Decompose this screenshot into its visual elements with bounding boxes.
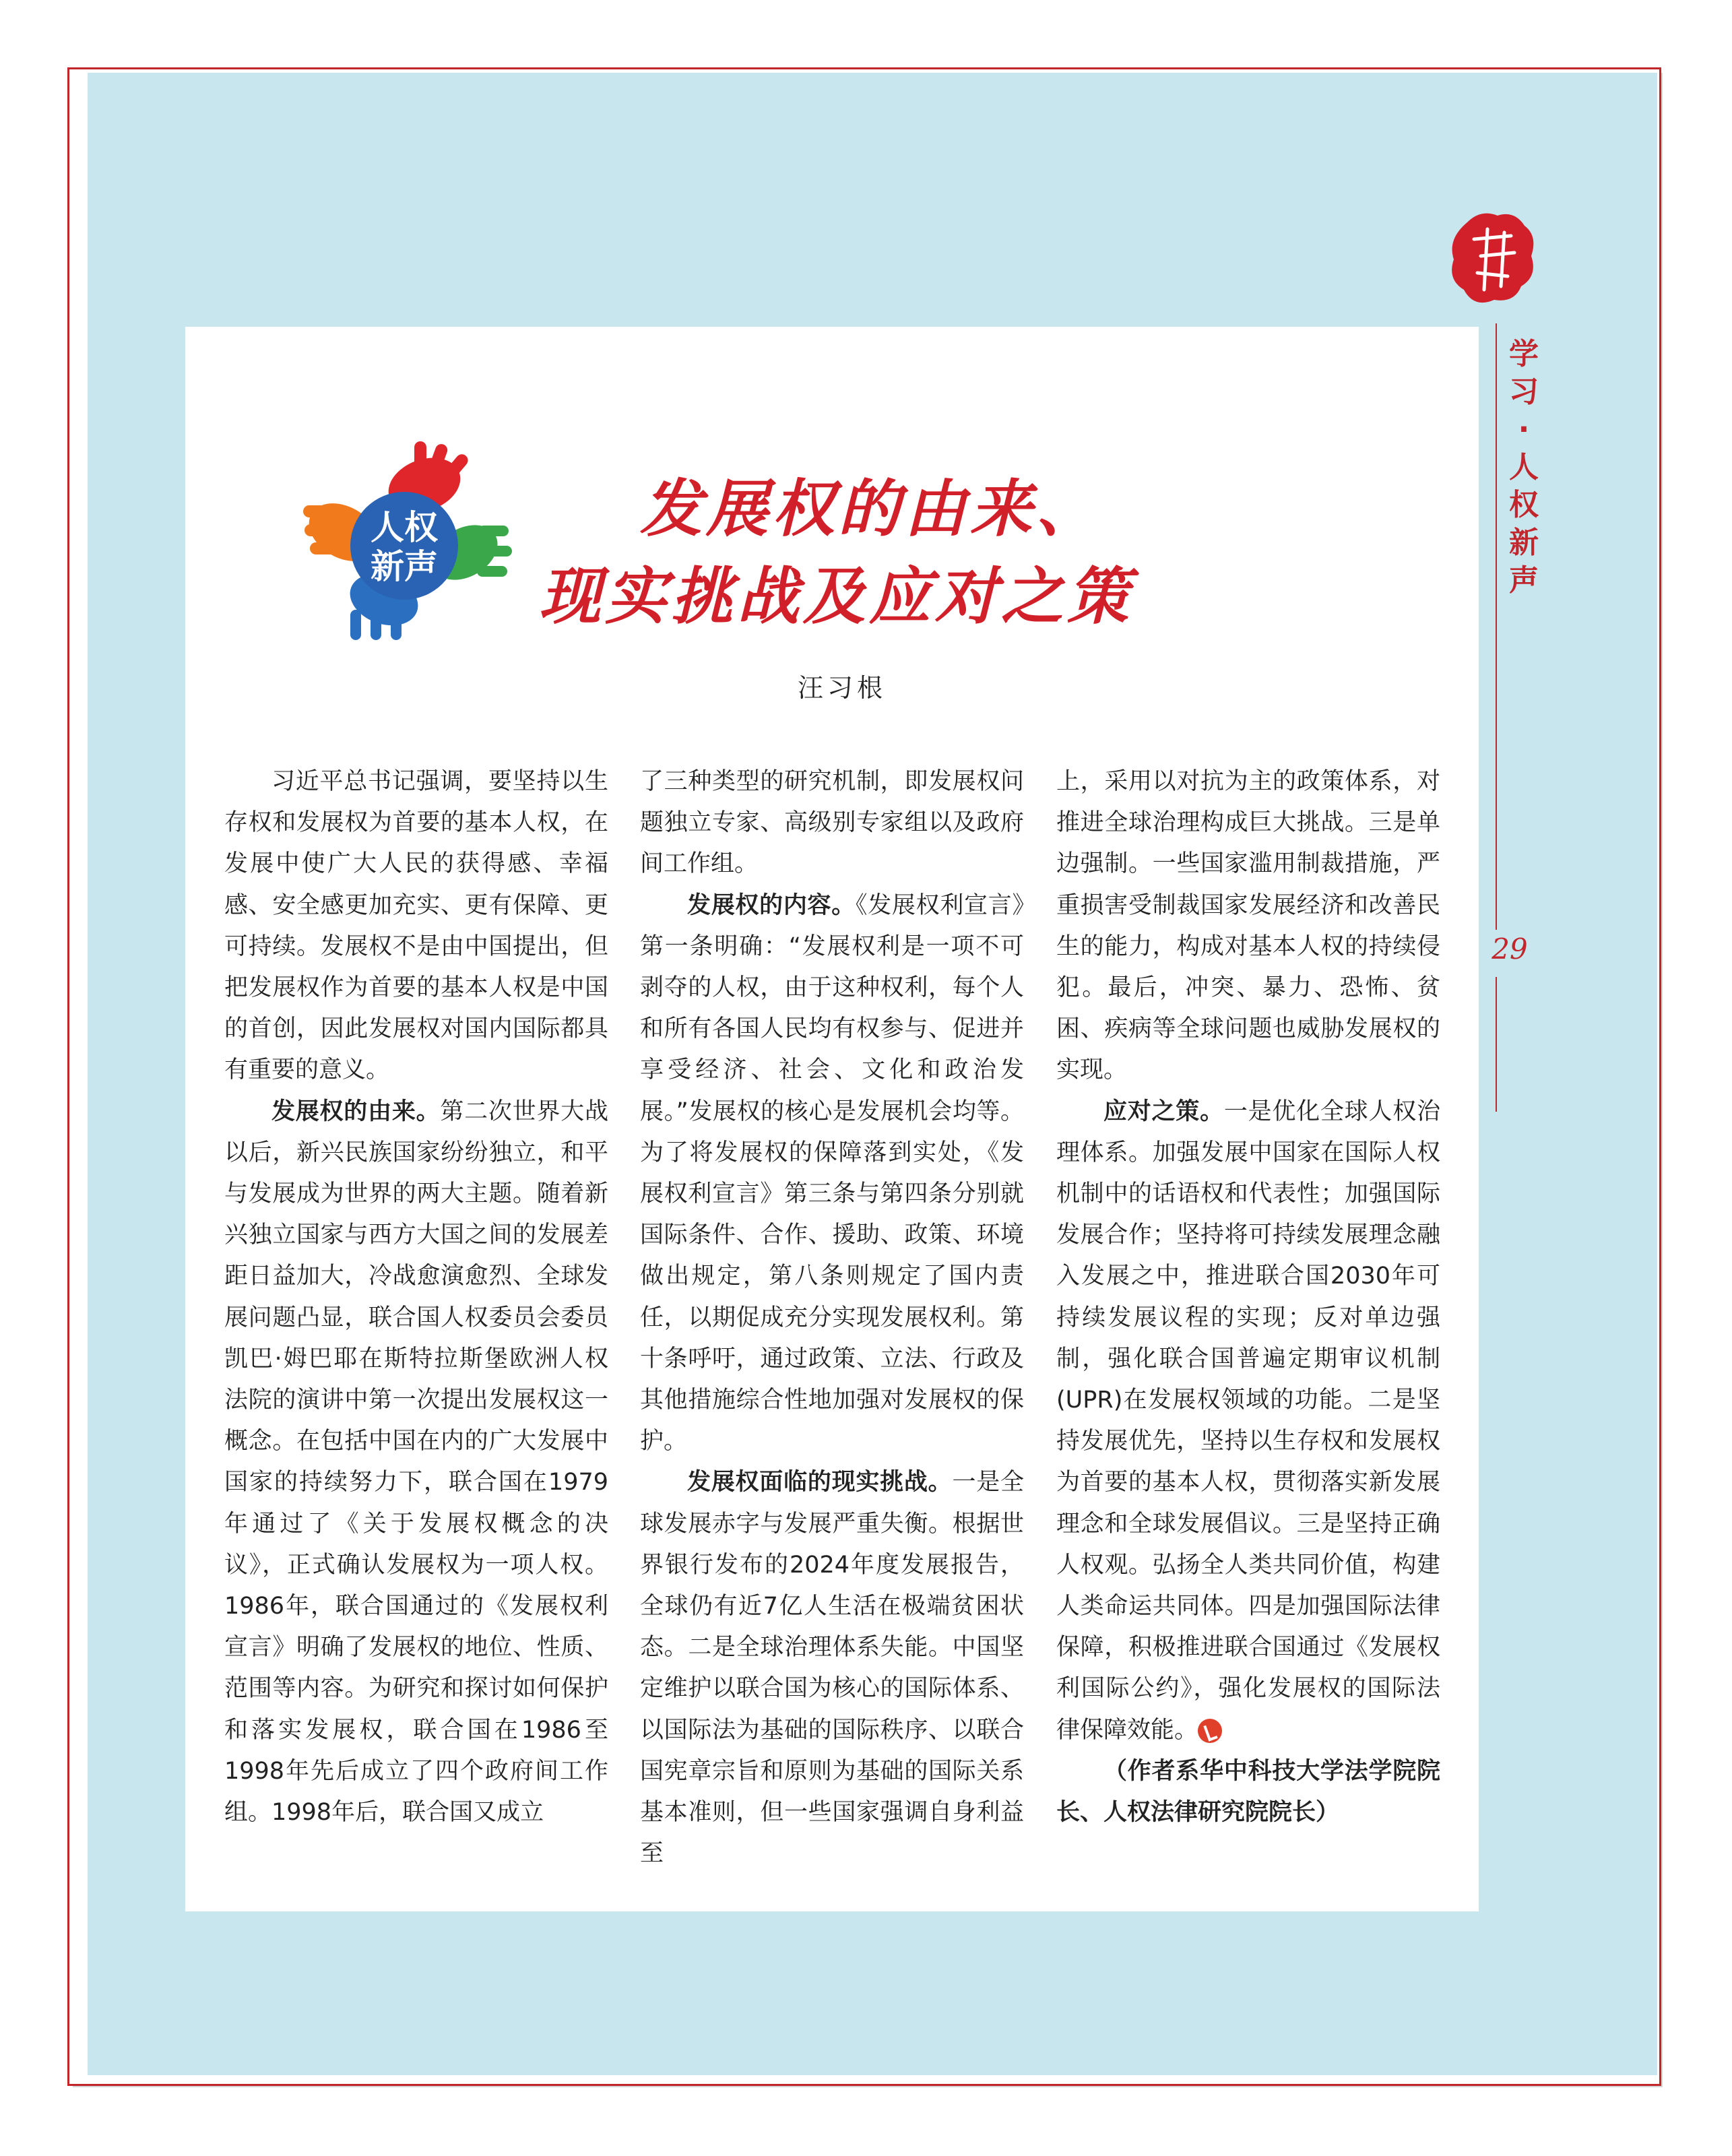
section-heading: 发展权的内容。	[687, 891, 856, 919]
section-label: 学习·人权新声	[1509, 337, 1539, 598]
paragraph-text: 一是优化全球人权治理体系。加强发展中国家在国际人权机制中的话语权和代表性；加强国际发展合作；坚持将可持续发展理念融入发展之中，推进联合国2030年可持续发展议程的实现；反对单边强制，强化联合国普遍定期审议机制(UPR)在发展权领域的功能。二是坚持发展优先，坚持以生存权和发展权为首要的基本人权，贯彻落实新发展理念和全球发展倡议。三是坚持正确人权观。弘扬全人类共同价值，构建人类命运共同体。四是加强国际法律保障，积极推进联合国通过《发展权利国际公约》，强化发展权的国际法律保障效能。	[1056, 1098, 1440, 1744]
paragraph	[224, 1091, 608, 1834]
column-logo	[296, 438, 512, 640]
side-rule-top	[1496, 323, 1497, 930]
end-mark-icon	[1198, 1719, 1222, 1743]
column-1	[224, 761, 608, 1833]
section-heading: 发展权面临的现实挑战。	[687, 1469, 953, 1496]
logo-text-line1: 人权	[371, 508, 438, 547]
article-title	[539, 465, 1361, 640]
paragraph	[640, 1462, 1024, 1874]
author-name: 汪习根	[797, 673, 887, 703]
paragraph: 习近平总书记强调，要坚持以生存权和发展权为首要的基本人权，在发展中使广大人民的获得感、幸福感、安全感更加充实、更有保障、更可持续。发展权不是由中国提出，但把发展权作为首要的基本人权是中国的首创，因此发展权对国内国际都具有重要的意义。	[224, 768, 608, 1084]
logo-text-line2: 新声	[371, 547, 438, 586]
section-heading: 应对之策。	[1103, 1098, 1224, 1125]
side-rule-bottom	[1496, 977, 1497, 1112]
column-3	[1056, 761, 1440, 1833]
paragraph: 上，采用以对抗为主的政策体系，对推进全球治理构成巨大挑战。三是单边强制。一些国家滥用制裁措施，严重损害受制裁国家发展经济和改善民生的能力，构成对基本人权的持续侵犯。最后，冲突、暴力、恐怖、贫困、疾病等全球问题也威胁发展权的实现。	[1056, 768, 1440, 1084]
paragraph-text: 一是全球发展赤字与发展严重失衡。根据世界银行发布的2024年度发展报告，全球仍有近7亿人生活在极端贫困状态。二是全球治理体系失能。中国坚定维护以联合国为核心的国际体系、以国际法为基础的国际秩序、以联合国宪章宗旨和原则为基础的国际关系基本准则，但一些国家强调自身利益至	[640, 1469, 1024, 1868]
page-number: 29	[1492, 932, 1528, 965]
magazine-stamp-logo	[1447, 209, 1539, 310]
title-line-2: 现实挑战及应对之策	[539, 560, 1134, 633]
section-heading: 发展权的由来。	[271, 1098, 441, 1125]
paragraph-text: 《发展权利宣言》第一条明确：“发展权利是一项不可剥夺的人权，由于这种权利，每个人和所有各国人民均有权参与、促进并享受经济、社会、文化和政治发展。”发展权的核心是发展机会均等。为了将发展权的保障落到实处，《发展权利宣言》第三条与第四条分别就国际条件、合作、援助、政策、环境做出规定，第八条则规定了国内责任，以期促成充分实现发展权利。第十条呼吁，通过政策、立法、行政及其他措施综合性地加强对发展权的保护。	[640, 891, 1024, 1455]
paragraph: 了三种类型的研究机制，即发展权问题独立专家、高级别专家组以及政府间工作组。	[640, 768, 1024, 878]
paragraph-text: 第二次世界大战以后，新兴民族国家纷纷独立，和平与发展成为世界的两大主题。随着新兴独立国家与西方大国之间的发展差距日益加大，冷战愈演愈烈、全球发展问题凸显，联合国人权委员会委员凯巴·姆巴耶在斯特拉斯堡欧洲人权法院的演讲中第一次提出发展权这一概念。在包括中国在内的广大发展中国家的持续努力下，联合国在1979年通过了《关于发展权概念的决议》，正式确认发展权为一项人权。1986年，联合国通过的《发展权利宣言》明确了发展权的地位、性质、范围等内容。为研究和探讨如何保护和落实发展权，联合国在1986至1998年先后成立了四个政府间工作组。1998年后，联合国又成立	[224, 1098, 608, 1827]
author-note: （作者系华中科技大学法学院院长、人权法律研究院院长）	[1056, 1757, 1440, 1827]
title-line-1: 发展权的由来、	[640, 472, 1103, 545]
paragraph	[640, 885, 1024, 1463]
column-2	[640, 761, 1024, 1874]
paragraph	[1056, 1091, 1440, 1751]
